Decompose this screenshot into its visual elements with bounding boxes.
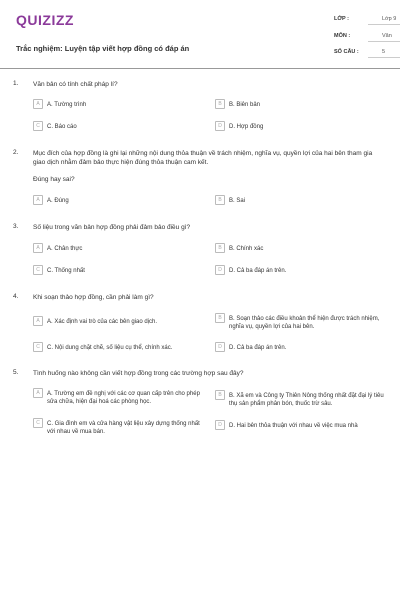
option-letter-box[interactable]: A bbox=[33, 99, 43, 109]
option-letter-box[interactable]: C bbox=[33, 121, 43, 131]
option-text: B. Xã em và Công ty Thiên Nông thống nhất đặt đại lý tiêu thụ sản phẩm phân bón, thuốc trừ sâu. bbox=[229, 392, 384, 407]
question-number: 5. bbox=[13, 369, 19, 376]
option-letter-box[interactable]: B bbox=[215, 99, 225, 109]
option-text: D. Cả ba đáp án trên. bbox=[229, 267, 287, 274]
option-text: B. Chính xác bbox=[229, 245, 264, 252]
option-text: D. Cả ba đáp án trên. bbox=[229, 344, 287, 351]
option-letter-box[interactable]: A bbox=[33, 316, 43, 326]
meta-subject-value: Văn bbox=[368, 30, 400, 42]
option-letter-box[interactable]: A bbox=[33, 243, 43, 253]
question-number: 3. bbox=[13, 223, 19, 230]
worksheet-header bbox=[16, 12, 397, 62]
question-text: Khi soạn thảo hợp đồng, cần phải làm gì? bbox=[33, 294, 154, 301]
option-text: A. Chân thực bbox=[47, 245, 83, 252]
option-letter-box[interactable]: D bbox=[215, 121, 225, 131]
option-text: D. Hai bên thỏa thuận với nhau về việc mua nhà bbox=[229, 422, 358, 429]
quizizz-logo: QUIZIZZ bbox=[16, 12, 74, 28]
option-letter-box[interactable]: C bbox=[33, 418, 43, 428]
meta-count-label: SỐ CÂU : bbox=[334, 49, 359, 55]
meta-subject-label: MÔN : bbox=[334, 32, 351, 39]
option-letter-box[interactable]: A bbox=[33, 388, 43, 398]
meta-grade-label: LỚP : bbox=[334, 16, 349, 22]
meta-info bbox=[334, 12, 400, 62]
option-text: A. Đúng bbox=[47, 197, 69, 204]
option-text: D. Hợp đồng bbox=[229, 123, 264, 130]
option-text: B. Soạn thảo các điều khoản thể hiện được trách nhiệm, nghĩa vụ, quyền lợi của hai bên. bbox=[229, 315, 380, 330]
question-text: Tình huống nào không cần viết hợp đồng trong các trường hợp sau đây? bbox=[33, 370, 244, 377]
option-letter-box[interactable]: C bbox=[33, 342, 43, 352]
question-text: Văn bản có tính chất pháp lí? bbox=[33, 81, 118, 88]
option-letter-box[interactable]: B bbox=[215, 390, 225, 400]
option-letter-box[interactable]: D bbox=[215, 342, 225, 352]
option-text: B. Sai bbox=[229, 197, 246, 204]
option-text: A. Trường em đề nghị với các cơ quan cấp trên cho phép sửa chữa, hiện đại hoá các phòng học. bbox=[47, 390, 200, 405]
meta-grade bbox=[334, 12, 400, 26]
option-letter-box[interactable]: B bbox=[215, 313, 225, 323]
option-text: A. Tường trình bbox=[47, 101, 87, 108]
meta-count bbox=[334, 45, 400, 59]
header-divider bbox=[0, 68, 400, 69]
option-letter-box[interactable]: B bbox=[215, 195, 225, 205]
option-text: C. Báo cáo bbox=[47, 123, 77, 130]
question-number: 4. bbox=[13, 293, 19, 300]
meta-subject bbox=[334, 29, 400, 43]
worksheet-title: Trắc nghiệm: Luyện tập viết hợp đồng có đáp án bbox=[16, 44, 190, 53]
question-number: 2. bbox=[13, 149, 19, 156]
question-subtext: Đúng hay sai? bbox=[33, 176, 75, 183]
option-letter-box[interactable]: C bbox=[33, 265, 43, 275]
question-number: 1. bbox=[13, 80, 19, 87]
option-text: C. Nội dung chặt chẽ, số liệu cụ thể, chính xác. bbox=[47, 344, 173, 351]
meta-grade-value: Lớp 9 bbox=[368, 13, 400, 25]
option-text: C. Thống nhất bbox=[47, 267, 85, 274]
option-letter-box[interactable]: B bbox=[215, 243, 225, 253]
option-text: C. Gia đình em và cửa hàng vật liệu xây dựng thống nhất với nhau về mua bán. bbox=[47, 420, 200, 435]
option-letter-box[interactable]: D bbox=[215, 265, 225, 275]
option-letter-box[interactable]: D bbox=[215, 420, 225, 430]
question-text: Mục đích của hợp đồng là ghi lại những nội dung thỏa thuận về trách nhiệm, nghĩa vụ, quyền lợi của hai bên tham gia giao dịch nhằm đảm bảo thực hiện đúng thỏa thuận cam kết. bbox=[33, 150, 373, 166]
meta-count-value: 5 bbox=[368, 46, 400, 58]
option-text: B. Biên bản bbox=[229, 101, 261, 108]
question-text: Số liệu trong văn bản hợp đồng phải đảm bảo điều gì? bbox=[33, 224, 191, 231]
option-letter-box[interactable]: A bbox=[33, 195, 43, 205]
option-text: A. Xác định vai trò của các bên giao dịch. bbox=[47, 318, 158, 325]
